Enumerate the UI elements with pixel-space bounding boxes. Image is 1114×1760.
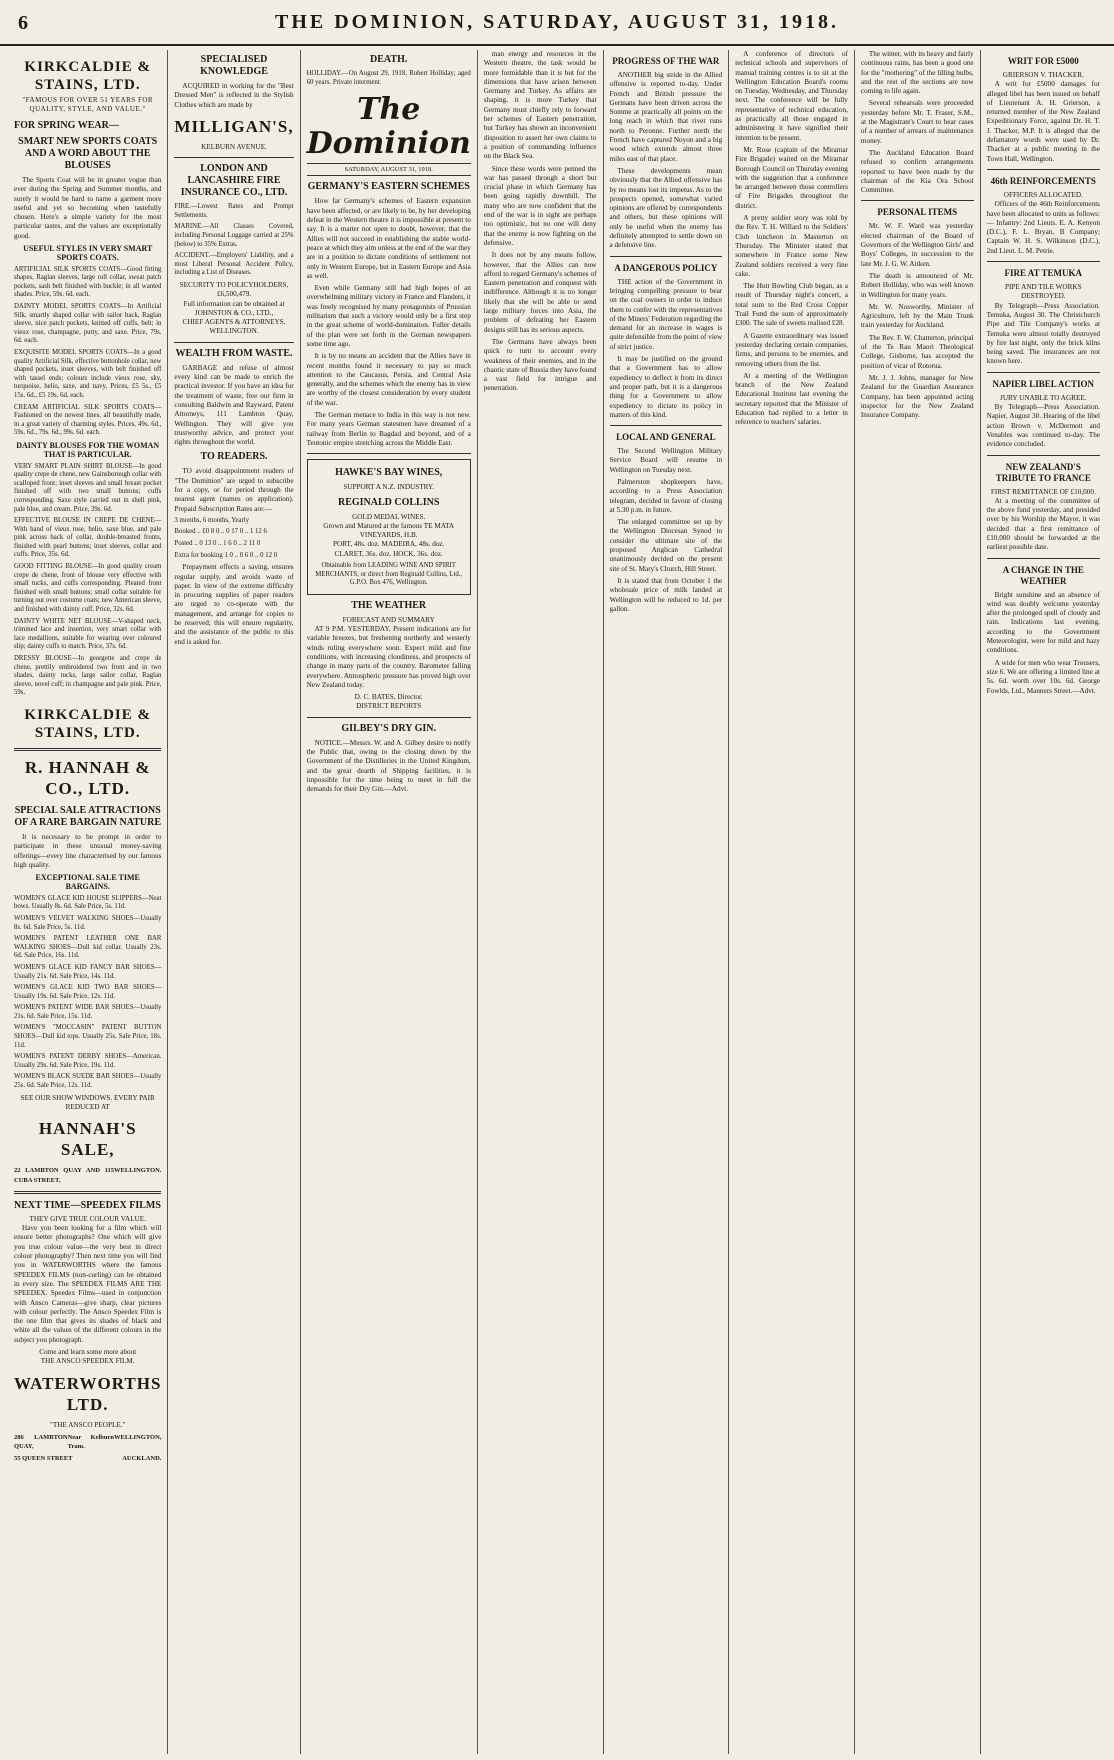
coat-item: DAINTY MODEL SPORTS COATS—In Artificial Silk, smartly shaped collar with sailor back, Raglan sleeve, nice patch pockets, knitted off cuffs, belt; in vieux rose, champagne, putty, and saxe. Price, 79s. 6d. each. xyxy=(14,303,162,345)
gilbey-body: NOTICE.—Messrs. W. and A. Gilbey desire to notify the Public that, owing to the closing down by the Government of the Distilleries in the United Kingdom, and the great dearth of Shipping facilities, it is impossible for the time being to meet in full the demands for their Dry Gin.—Advt. xyxy=(306,738,471,794)
news-paragraph: Mr. W. Nosworthy, Minister of Agriculture, left by the Main Trunk train yesterday for Auckland. xyxy=(860,302,974,330)
news-paragraph: Mr. J. J. Johns, manager for New Zealand for the Guardian Assurance Company, has been appointed acting inspector for the New Zealand Insurance Company. xyxy=(860,373,974,420)
rate-row: Posted .. 0 13 0 .. 1 6 0 .. 2 11 0 xyxy=(174,540,261,548)
news-paragraph: Palmerston shopkeepers have, according to a Press Association telegram, decided in favour of closing at 5.30 p.m. in future. xyxy=(609,477,723,514)
waterworths-address-2-left: 55 QUEEN STREET xyxy=(14,1455,73,1463)
coat-item: EXQUISITE MODEL SPORTS COATS—In a good quality Artificial Silk, effective buttonhole collar, new shaped pockets, inset sleeves, with belt finished off with tassel ends; colours include vieux rose, sky, turquoise, helio, saxe, and navy. Prices, £5 5s., £5 15s. 6d., £5 19s. 6d. each. xyxy=(14,349,162,399)
news-paragraph: By Telegraph—Press Association. Napier, August 30. Hearing of the libel action Brown v. McDermott and Venables was continued to-day. The evidence concluded. xyxy=(986,403,1100,449)
page-number: 6 xyxy=(18,12,28,34)
officers-subheading: OFFICERS ALLOCATED. xyxy=(1003,190,1083,199)
blouse-item: DAINTY WHITE NET BLOUSE—V-shaped neck, trimmed lace and insertion, very smart collar with lace medallions, suitable for wearing over coloured slip; dainty cuffs to match. Price, 37s. 6d. xyxy=(14,617,162,651)
grown-text: Grown and Matured at the famous TE MATA VINEYARDS, H.B. xyxy=(323,521,455,540)
column-2 xyxy=(168,50,300,1754)
weather-heading: THE WEATHER xyxy=(351,599,427,611)
editorial-paragraph: It is by no means an accident that the Allies have in recent months found it necessary to pay so much attention to the Caucasus, Persia, and Central Asia generally, and the schemes which the enemy has in view are worthy of the closest consideration by every student of the war. xyxy=(306,352,471,407)
news-paragraph: It may be justified on the ground that a Government has to allow expediency to deflect it from its direct and proper path, but it is a dangerous thing for a Government to allow expediency to dictate its policy in matters of this kind. xyxy=(609,355,723,419)
news-paragraph: ANOTHER big stride in the Allied offensive is reported to-day. Under French and British pressure the Germans have been driven across the Somme at practically all points on the long reach in which that river runs north to Peronne. Further north the French have captured Noyon and a big wood which extends almost three miles east of that place. xyxy=(609,71,723,163)
rate-row: Booked .. £0 8 0 .. 0 17 0 .. 1 12 6 xyxy=(174,528,267,536)
editorial-paragraph: The Germans have always been quick to turn to account every weakness of their enemies, and in the chaotic state of Russia they have found a vast field for intrigue and penetration. xyxy=(483,337,597,393)
waterworths-address-1 xyxy=(14,1433,161,1452)
column-3 xyxy=(478,50,604,1754)
kirkcaldie-heading: KIRKCALDIE & STAINS, LTD. xyxy=(24,59,152,93)
speedex-body: Have you been looking for a film which will ensure better photographs? One which will give you true colour value—the very best in direct colour photography? Then next time you will find you in WATERWORTHS where the famous SPEEDEX FILMS (non-curling) can be obtained in every size. The SPEEDEX FILMS ARE THE SPEEDEX. Speedex Films—used in conjunction with Ansco Cameras—give sharp, clear pictures with colour perfectly. The Ansco Speedex Film is the one film that gives its shades of black and white all the values of the different colours in the subject you photograph. xyxy=(14,1224,162,1344)
waterworths-address-2 xyxy=(14,1454,161,1463)
special-sale-heading: SPECIAL SALE ATTRACTIONS OF A RARE BARGAIN NATURE xyxy=(14,804,162,828)
local-general-heading: LOCAL AND GENERAL xyxy=(616,432,716,443)
useful-styles-heading: USEFUL STYLES IN VERY SMART SPORTS COATS. xyxy=(23,244,153,263)
waterworths-address-2-right: AUCKLAND. xyxy=(122,1455,162,1463)
death-notice: HOLLIDAY.—On August 29, 1918, Robert Holliday; aged 60 years. Private interment. xyxy=(306,70,471,86)
shoe-item: WOMEN'S PATENT LEATHER ONE BAR WALKING SHOES—Dull kid collar. Usually 23s. 6d. Sale Price, 16s. 11d. xyxy=(14,935,162,960)
readers-heading: TO READERS. xyxy=(200,451,268,463)
divider xyxy=(610,256,723,257)
news-paragraph: The Rev. F. W. Chatterton, principal of the Te Rau Maori Theological College, Gisborne, has accepted the position of vicar of Rotorua. xyxy=(860,333,974,370)
writ-heading: WRIT FOR £5000 xyxy=(1007,56,1079,66)
speedex-come: Come and learn some more about xyxy=(39,1347,137,1356)
waterworths-address-1-left: 286 LAMBTON QUAY, xyxy=(14,1433,68,1451)
shoe-item: WOMEN'S BLACK SUEDE BAR SHOES—Usually 25s. 6d. Sale Price, 12s. 11d. xyxy=(14,1073,162,1090)
germany-schemes-heading: GERMANY'S EASTERN SCHEMES xyxy=(307,181,470,193)
reinforcements-heading: 46th REINFORCEMENTS xyxy=(990,175,1096,186)
news-paragraph: A wide for men who wear Trousers, size 6. We are offering a limited line at 5s. 6d. worth over 10s. 6d. George Fowlds, Ltd., Manners Street.—Advt. xyxy=(986,658,1100,695)
news-paragraph: A Gazette extraordinary was issued yesterday declaring certain companies, firms, and persons to be enemies, and removing others from the list. xyxy=(735,331,848,368)
shoe-item: WOMEN'S GLACE KID HOUSE SLIPPERS—Neat bows. Usually 8s. 6d. Sale Price, 5s. 11d. xyxy=(14,894,162,911)
temuka-fire-heading: FIRE AT TEMUKA xyxy=(1004,268,1083,279)
weather-change-heading: A CHANGE IN THE WEATHER xyxy=(1002,564,1084,586)
editorial-paragraph: man energy and resources in the Western theatre, the task would be more formidable than it is but for the dimensions that have arisen between Germany and Turkey. As affairs are shaping, it is more Turkey that Germany must chiefly rely to forward her schemes of Eastern penetration, but Turkey has shown an inconvenient disposition to assert her own claims to a position of commanding influence on the Black Sea. xyxy=(483,50,597,161)
column-7 xyxy=(981,50,1106,1754)
news-paragraph: Mr. W. F. Ward was yesterday elected chairman of the Board of Governors of the Wellington Girls' and Boys' Colleges, in succession to the late Mr. J. G. W. Aitken. xyxy=(860,222,974,268)
security-heading: SECURITY TO POLICYHOLDERS, xyxy=(179,280,289,289)
ansco-film: THE ANSCO SPEEDEX FILM. xyxy=(40,1357,135,1366)
news-paragraph: The death is announced of Mr. Robert Holliday, who was well known in Wellington for many years. xyxy=(860,271,974,299)
news-paragraph: By Telegraph—Press Association. Temuka, August 30. The Christchurch Pipe and Tile Company's works at Temuka were almost totally destroyed by fire last night, only the brick kilns being saved. The insurances are not known here. xyxy=(986,301,1100,366)
news-paragraph: At a meeting of the committee of the above fund yesterday, and presided over by his Worship the Mayor, it was decided that a first remittance of £10,000 should be forwarded at the earliest possible date. xyxy=(986,496,1100,552)
claret-price: CLARET, 36s. doz. HOCK, 36s. doz. xyxy=(334,549,443,558)
newspaper-title: THE DOMINION, SATURDAY, AUGUST 31, 1918. xyxy=(275,10,839,33)
johnston-name: JOHNSTON & CO., LTD., xyxy=(194,308,274,317)
port-price: PORT, 48s. doz. MADEIRA, 48s. doz. xyxy=(332,540,445,549)
news-paragraph: The Hutt Bowling Club began, as a result of Thursday night's concert, a total sum to the Red Cross Copper Trail Fund the sum of approximately £300. The sale of sweets realised £28. xyxy=(735,282,848,328)
reginald-collins: REGINALD COLLINS xyxy=(337,496,440,508)
editorial-paragraph: Even while Germany still had high hopes of an overwhelming military victory in France and Flanders, it was freely recognised by many protagonists of Prussian militarism that such a victory would only be a first step in the great scheme of world-domination. Fuller details of the plan were set forth in the German newspapers some time ago. xyxy=(306,284,471,348)
london-lancashire-heading: LONDON AND LANCASHIRE FIRE INSURANCE CO., LTD. xyxy=(180,163,288,199)
news-paragraph: The Second Wellington Military Service Board will resume in Wellington on Tuesday next. xyxy=(609,447,723,474)
security-amount: £6,500,479. xyxy=(216,290,252,299)
column-5 xyxy=(729,50,855,1754)
kelburn-address: KELBURN AVENUE. xyxy=(201,142,267,151)
news-paragraph: A writ for £5000 damages for alleged libel has been issued on behalf of Lieutenant A. H. Grierson, a returned member of the New Zealand Expeditionary Force, against Dr. H. T. J. Thacker, M.P. It is alleged that the defamatory words were used by Dr. Thacker at a public meeting in the Town Hall, Wellington. xyxy=(986,80,1100,163)
grierson-subheading: GRIERSON V. THACKER. xyxy=(1002,71,1084,79)
blouse-item: GOOD FITTING BLOUSE—In good quality cream crepe de chene, front of blouse very effective with small tucks, and cuffs corresponding. Pleated front finished with small buttons; small collar suitable for turning out over costume coats; new American sleeve, and finished with dainty cuff. Price, 32s. 6d. xyxy=(14,563,162,614)
speedex-subheading: THEY GIVE TRUE COLOUR VALUE. xyxy=(29,1214,146,1223)
shoe-item: WOMEN'S PATENT WIDE BAR SHOES—Usually 21s. 6d. Sale Price, 15s. 11d. xyxy=(14,1004,162,1020)
divider xyxy=(174,342,293,343)
district-reports: DISTRICT REPORTS xyxy=(356,702,422,711)
gilbey-heading: GILBEY'S DRY GIN. xyxy=(341,722,436,734)
rate-row: 3 months, 6 months, Yearly xyxy=(174,516,250,524)
blouses-heading: DAINTY BLOUSES FOR THE WOMAN THAT IS PARTICULAR. xyxy=(16,440,160,460)
chief-agents: CHIEF AGENTS & ATTORNEYS, xyxy=(182,318,286,327)
divider xyxy=(14,748,161,751)
accident-insurance: ACCIDENT.—Employers' Liability, and a most Liberal Personal Accident Policy, including a List of Diseases. xyxy=(174,252,294,277)
waterworths-heading: WATERWORTHS LTD. xyxy=(14,1373,162,1414)
coats-intro: The Sports Coat will be in greater vogue than ever during the Spring and Summer months, and surely it would be hard to name a garment more useful and yet so becoming when tastefully chosen. Here's a simple variety for the most particular tastes, and the values are exceptionally good. xyxy=(14,176,162,240)
column-4 xyxy=(604,50,730,1754)
blouse-item: DRESSY BLOUSE—In georgette and crepe de chene, prettily embroidered two front and in two shades, dainty tucks, large sailor collar, Raglan sleeve, novel cuff; in champagne and pale pink. Price, 59s. xyxy=(14,655,162,697)
blouse-item: EFFECTIVE BLOUSE IN CREPE DE CHENE—With band of vieux rose, helio, saxe blue, and pale pink across back of collar, double-breasted fronts, finished with pearl buttons; inset sleeves, collar and cuffs. Price, 35s. 6d. xyxy=(14,517,162,559)
news-paragraph: The Auckland Education Board refused to confirm arrangements reported to have been made by the chairman of the Kia Ora School Committee. xyxy=(860,148,974,195)
editorial-paragraph: It does not by any means follow, however, that the Allies can now afford to regard Germany's schemes of Eastern penetration and conquest with indifference. Although it is no longer likely that she will be able to send large military forces into Asia, the problem of defeating her Eastern designs still has its serious aspects. xyxy=(483,251,597,334)
hawkes-bay-sub: SUPPORT A N.Z. INDUSTRY. xyxy=(343,483,435,492)
coat-item: ARTIFICIAL SILK SPORTS COATS—Good fitting shapes, Raglan sleeves, large roll collar, sweat patch pockets, sash belt finished with buckle; in all wanted shades. Price, 59s. 6d. each. xyxy=(14,265,162,299)
editorial-paragraph: Since these words were penned the war has passed through a short but crucial phase in which Germany has been going rapidly downhill. The many who are now confident that the end of the war is in sight are perhaps too optimistic, but no one will deny that the enemy is now fighting on the defensive. xyxy=(483,164,597,247)
weather-body: AT 9 P.M. YESTERDAY. Present indications are for variable breezes, but freshening northerly and westerly winds ruling everywhere soon. Expect mild and fine conditions, with increasing cloudiness, and prospects of change in many parts of the country. Barometer falling everywhere. Atmospheric pressure has proved high over New Zealand today. xyxy=(306,625,471,689)
news-paragraph: The enlarged committee set up by the Wellington Diocesan Synod to consider the ultimate site of the proposed Anglican Cathedral unanimously decided on the present site of St. Mary's Church, Hill Street. xyxy=(609,518,723,573)
divider xyxy=(987,169,1100,170)
news-paragraph: A conference of directors of technical schools and supervisors of manual training centres is to sit at the Wellington Education Board's rooms on Tuesday, Wednesday, and Thursday next. The conference will be fully representative of technical education, as practically all those engaged in administering it have signified their intention to be present. xyxy=(735,50,848,142)
divider xyxy=(307,453,471,454)
column-editorial xyxy=(301,50,478,1754)
specialised-body: ACQUIRED in working for the "Best Dressed Men" is reflected in the Stylish Clothes which are made by xyxy=(174,82,294,109)
news-paragraph: Officers of the 46th Reinforcements have been allocated to units as follows:— Infantry: 2nd Lieuts. E. A. Kenyon (D.C.), F. L. Bryan, B Company; Captain W. H. S. Wilkinson (D.C.), 2nd Lieut. L. M. Petrie. xyxy=(986,200,1100,255)
divider xyxy=(861,200,974,201)
hannah-address-right: WELLINGTON. xyxy=(114,1167,162,1175)
shoe-item: WOMEN'S "MOCCASIN" PATENT BUTTON SHOES—Dull kid tops. Usually 25s. Sale Price, 18s. 11d. xyxy=(14,1024,162,1049)
jury-subheading: JURY UNABLE TO AGREE. xyxy=(1000,393,1087,402)
blouse-item: VERY SMART PLAIN SHIRT BLOUSE—In good quality crepe de chene, new Gainsborough collar with scalloped front; inset sleeves and small breast pocket finished off with two small buttons; cuffs corresponding. Saxe style carried out in shell pink, pale blue, and cream. Price, 39s. 6d. xyxy=(14,462,162,513)
divider xyxy=(987,261,1100,262)
news-paragraph: THE action of the Government in bringing compelling pressure to bear on the coal owners in order to induce them to confer with the representatives of the Miners' Federation regarding the demand for an increase in wages is quite defensible from the point of view of strict justice. xyxy=(609,277,723,351)
kirkcaldie-footer: KIRKCALDIE & STAINS, LTD. xyxy=(24,706,152,741)
pipe-works-subheading: PIPE AND TILE WORKS DESTROYED. xyxy=(1004,283,1082,301)
divider xyxy=(987,558,1100,559)
napier-libel-heading: NAPIER LIBEL ACTION xyxy=(992,378,1095,389)
kirkcaldie-tagline: "FAMOUS FOR OVER 51 YEARS FOR QUALITY, STYLE, AND VALUE." xyxy=(22,96,154,113)
divider xyxy=(610,425,723,426)
divider xyxy=(174,157,293,158)
milligans-name: MILLIGAN'S, xyxy=(174,116,294,136)
news-paragraph: These developments mean obviously that the Allied offensive has by no means lost its impetus. As to the prospects opened, somewhat varied opinions are offered by correspondents and others, but these opinions will only be useful when the enemy has definitely attempted to settle down on a defensive line. xyxy=(609,166,723,250)
bargains-heading: EXCEPTIONAL SALE TIME BARGAINS. xyxy=(35,873,140,892)
weather-signature: D. C. BATES, Director. xyxy=(354,693,423,702)
news-paragraph: Mr. Rose (captain of the Miramar Fire Brigade) waited on the Miramar Borough Council on Thursday evening with the suggestion that a conference be arranged between those controllers of Fire Brigades throughout the district. xyxy=(735,145,848,210)
hannah-intro: It is necessary to be prompt in order to participate in these unusual money-saving offerings—every line characterised by our famous high quality. xyxy=(14,832,162,869)
shoe-item: WOMEN'S GLACE KID TWO BAR SHOES—Usually 19s. 6d. Sale Price, 12s. 11d. xyxy=(14,984,162,1000)
sports-coats-heading: SMART NEW SPORTS COATS AND A WORD ABOUT THE BLOUSES xyxy=(18,136,158,171)
editorial-paragraph: The German menace to India in this way is not new. For many years German statesmen have dreamed of a railway from Berlin to Bagdad and beyond, and of a Teutonic empire stretching across the Middle East. xyxy=(306,411,471,447)
tribute-heading: NEW ZEALAND'S TRIBUTE TO FRANCE xyxy=(995,461,1091,483)
editorial-paragraph: How far Germany's schemes of Eastern expansion have been affected, or are likely to be, by her developing defeat in the Western theatre it is impossible at present to say. It is a matter not open to doubt, however, that the Allies will not succeed in establishing the stable world-peace at which they aim unless at the end of the war they are in a position to dictate conditions of settlement not only in Western Europe, but in Eastern Europe and Asia as well. xyxy=(306,197,471,280)
shoe-item: WOMEN'S PATENT DERBY SHOES—American. Usually 29s. 6d. Sale Price, 19s. 11d. xyxy=(14,1053,162,1069)
fire-insurance: FIRE.—Lowest Rates and Prompt Settlements. xyxy=(174,203,294,219)
specialised-heading: SPECIALISED KNOWLEDGE xyxy=(200,54,268,77)
forecast-heading: FORECAST AND SUMMARY xyxy=(342,615,435,624)
hannah-address-left: 22 LAMBTON QUAY AND 115 CUBA STREET, xyxy=(14,1167,115,1184)
shoe-item: WOMEN'S VELVET WALKING SHOES—Usually 8s. 6d. Sale Price, 5s. 11d. xyxy=(14,914,162,931)
shoe-item: WOMEN'S GLACE KID FANCY BAR SHOES—Usually 21s. 6d. Sale Price, 14s. 11d. xyxy=(14,963,162,980)
speedex-heading: NEXT TIME—SPEEDEX FILMS xyxy=(14,1199,161,1211)
editorial-dateline: SATURDAY, AUGUST 31, 1918. xyxy=(307,163,471,176)
page-columns xyxy=(8,50,1106,1754)
spring-heading: FOR SPRING WEAR— xyxy=(14,120,119,131)
gold-medal: GOLD MEDAL WINES. xyxy=(352,512,426,521)
wealth-heading: WEALTH FROM WASTE. xyxy=(175,347,293,359)
wealth-body: GARBAGE and refuse of almost every kind can be made to enrich the practical investor. If you have an idea for the treatment of waste, free our firm in consulting Baldwin and Rayward, Patent Attorneys, 111 Lambton Quay, Wellington. They will give you trustworthy advice, and protect your rights throughout the world. xyxy=(174,363,294,447)
news-paragraph: At a meeting of the Wellington branch of the New Zealand Educational Institute last evening the secretary reported that the Minister of Education had replied to a letter in reference to teachers' salaries. xyxy=(735,371,848,427)
dominion-nameplate: The Dominion xyxy=(306,92,471,162)
readers-body: TO avoid disappointment readers of "The Dominion" are urged to subscribe for a copy, or for period through the nearest agent (names on application). Prepaid Subscription Rates are:— xyxy=(174,467,294,513)
waterworths-address-1-right: WELLINGTON, xyxy=(114,1433,162,1441)
news-paragraph: A pretty soldier story was told by the Rev. T. H. Willard to the Soldiers' Club luncheon in Masterton on Thursday. The Minister stated that somewhere in France some New Zealand soldiers received a very fine cake. xyxy=(735,214,848,278)
wellington-text: WELLINGTON. xyxy=(209,327,259,336)
news-paragraph: Several rehearsals were proceeded yesterday before Mr. T. Fraser, S.M., at the Magistrate's Court to hear cases of a number of arrears of maintenance money. xyxy=(860,99,974,145)
waterworths-address-1-middle: Near Kelburn Tram. xyxy=(67,1433,115,1451)
hawkes-bay-ad xyxy=(307,459,471,595)
prepaid-text: Prepayment effects a saving, ensures regular supply, and avoids waste of paper. In view of the extreme difficulty in procuring supplies of paper readers are urged to co-operate with the management, and arrange for copies to be reserved; this will ensure regularity, and the assistance of the public to this end is asked for. xyxy=(174,563,294,646)
show-windows-text: SEE OUR SHOW WINDOWS. EVERY PAIR REDUCED AT xyxy=(20,1093,155,1111)
divider xyxy=(987,372,1100,373)
remittance-subheading: FIRST REMITTANCE OF £10,000. xyxy=(990,487,1096,496)
dangerous-policy-heading: A DANGEROUS POLICY xyxy=(614,262,718,273)
death-heading: DEATH. xyxy=(370,54,408,65)
hawkes-bay-heading: HAWKE'S BAY WINES, xyxy=(335,467,443,479)
column-6 xyxy=(855,50,981,1754)
masthead xyxy=(0,0,1114,46)
news-paragraph: The winter, with its heavy and fairly continuous rains, has been a good one for the "mothering" of the lilling bulbs, and the rest of the sections are now coming to life again. xyxy=(860,50,974,96)
rate-row: Extra for booking 1 0 .. 0 6 0 .. 0 12 0 xyxy=(174,551,278,559)
personal-items-heading: PERSONAL ITEMS xyxy=(877,207,958,218)
full-info-text: Full information can be obtained at xyxy=(183,299,285,308)
hannah-address xyxy=(14,1166,161,1185)
news-paragraph: It is stated that from October 1 the wholesale price of milk landed at Wellington will be reduced to 1d. per gallon. xyxy=(609,576,723,613)
column-1 xyxy=(8,50,168,1754)
divider xyxy=(307,717,471,718)
hannah-sale-heading: HANNAH'S SALE, xyxy=(38,1119,137,1160)
marine-insurance: MARINE.—All Classes Covered, including Personal Luggage carried at 25% (below) to 35% Extras. xyxy=(174,223,294,248)
obtainable-text: Obtainable from LEADING WINE AND SPIRIT MERCHANTS, or direct from Reginald Collins, Ltd., G.P.O. Box 476, Wellington. xyxy=(315,561,463,587)
waterworths-tagline: "THE ANSCO PEOPLE." xyxy=(49,1420,126,1429)
divider xyxy=(14,1191,161,1194)
news-paragraph: Bright sunshine and an absence of wind was doubly welcome yesterday after the prolonged spell of cloudy and rain. Indications last evening, according to the Government Meteorologist, were for mild and hazy conditions. xyxy=(986,590,1100,655)
hannah-heading: R. HANNAH & CO., LTD. xyxy=(24,757,151,798)
progress-war-heading: PROGRESS OF THE WAR xyxy=(612,56,720,66)
divider xyxy=(987,455,1100,456)
coat-item: CREAM ARTIFICIAL SILK SPORTS COATS—Fashioned on the newest lines, all beautifully made, in a great variety of charming styles. Prices, 49s. 6d., 59s. 6d., 79s. 6d., 99s. 6d. each. xyxy=(14,403,162,437)
